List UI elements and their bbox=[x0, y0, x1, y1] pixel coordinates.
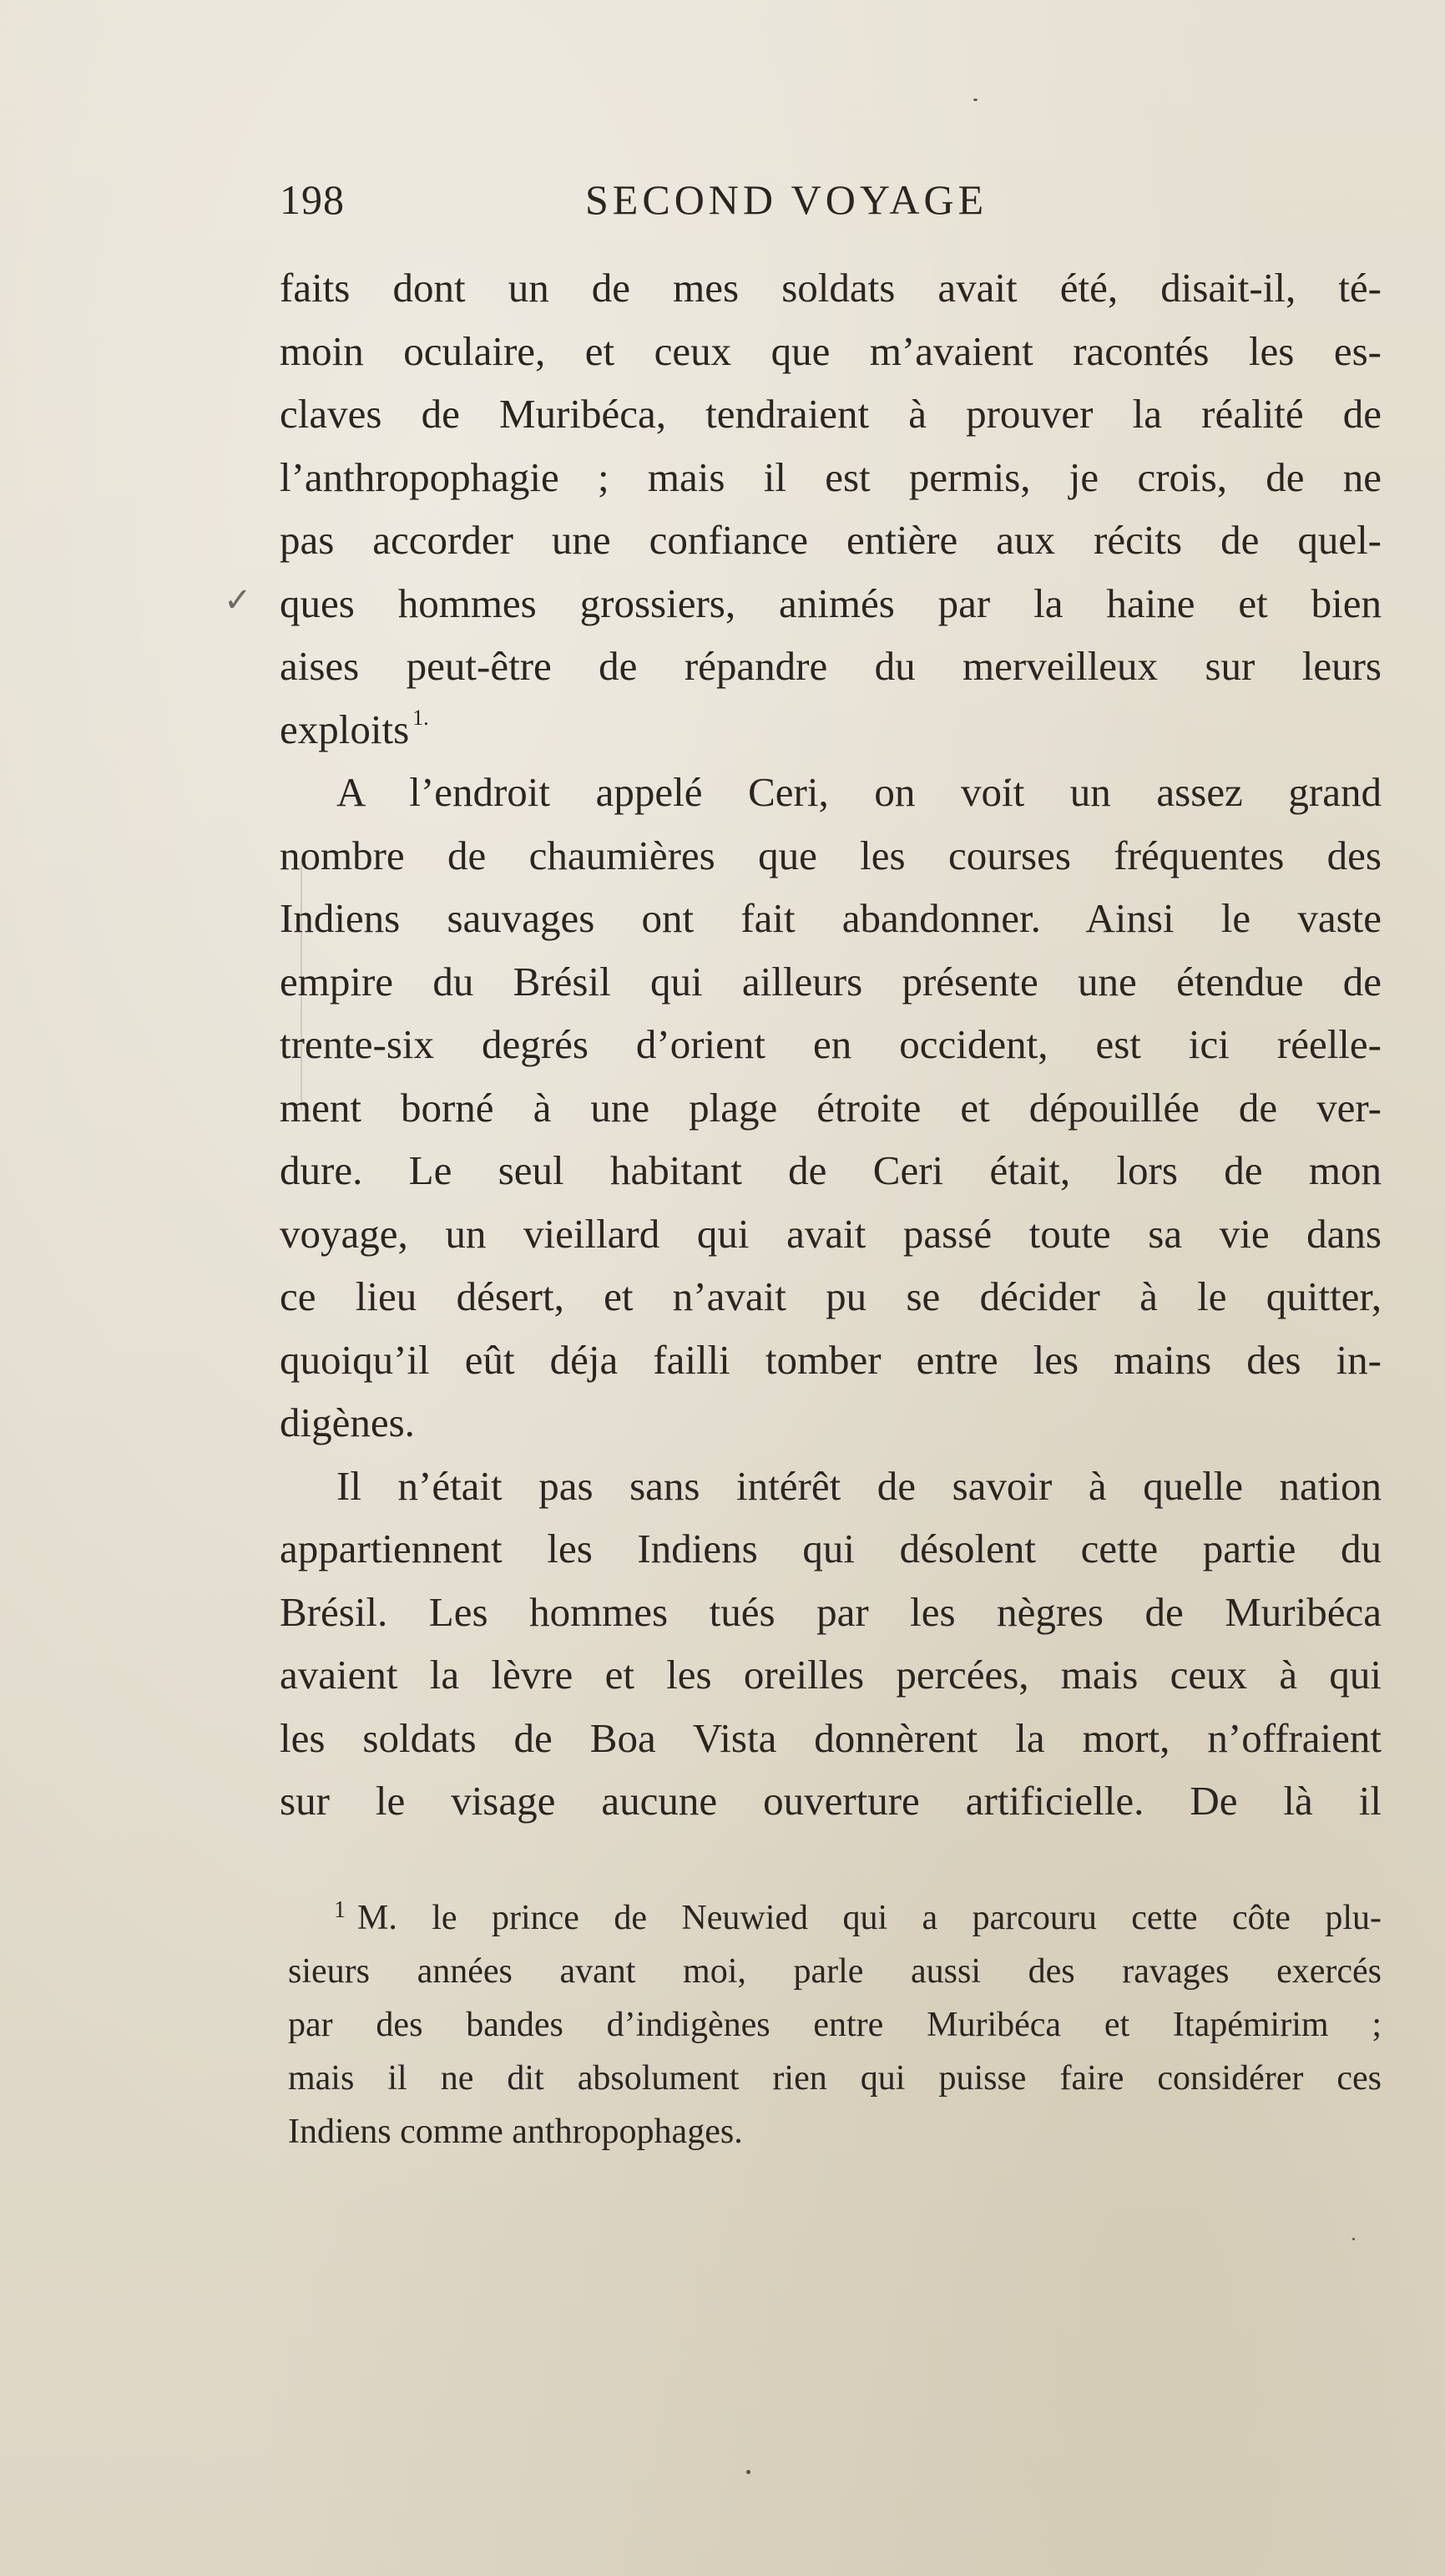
text-line: empire du Brésil qui ailleurs présente une étendue de bbox=[280, 958, 1382, 1005]
text-line: faits dont un de mes soldats avait été, disait-il, té- bbox=[280, 265, 1382, 311]
pencil-tick-mark: ✓ bbox=[224, 581, 252, 620]
footnote-text: M. le prince de Neuwied qui a parcouru cette côte plu- bbox=[357, 1899, 1382, 1937]
paragraph-start: A l’endroit appelé Ceri, on voit un assez grand bbox=[336, 769, 1382, 815]
text-line: nombre de chaumières que les courses fréquentes des bbox=[280, 832, 1382, 878]
text-fragment: exploits bbox=[280, 706, 410, 752]
text-line: Indiens sauvages ont fait abandonner. Ainsi le vaste bbox=[280, 895, 1382, 941]
page-number: 198 bbox=[280, 176, 345, 223]
text-line: ment borné à une plage étroite et dépouillée de ver- bbox=[280, 1084, 1382, 1131]
text-line: l’anthropophagie ; mais il est permis, je crois, de ne bbox=[280, 453, 1382, 500]
footnote-line: par des bandes d’indigènes entre Muribéca et Itapémirim ; bbox=[288, 2006, 1382, 2044]
footnote-marker: 1 bbox=[334, 1897, 346, 1923]
footnote-line bbox=[288, 1891, 1382, 1945]
text-line: quoiqu’il eût déja failli tomber entre les mains des in- bbox=[280, 1336, 1382, 1383]
text-line: aises peut-être de répandre du merveilleux sur leurs bbox=[280, 643, 1382, 689]
text-line: pas accorder une confiance entière aux récits de quel- bbox=[280, 517, 1382, 563]
text-line: avaient la lèvre et les oreilles percées, mais ceux à qui bbox=[280, 1652, 1382, 1698]
body-text bbox=[280, 256, 1382, 1833]
footnote-line-last: Indiens comme anthropophages. bbox=[288, 2113, 743, 2151]
footnote bbox=[288, 1891, 1382, 2158]
text-line: les soldats de Boa Vista donnèrent la mort, n’offraient bbox=[280, 1714, 1382, 1761]
text-line: sur le visage aucune ouverture artificielle. De là il bbox=[280, 1778, 1382, 1824]
paragraph-start: Il n’était pas sans intérêt de savoir à quelle nation bbox=[336, 1462, 1382, 1509]
text-line-last: digènes. bbox=[280, 1399, 415, 1445]
text-line: ce lieu désert, et n’avait pu se décider à le quitter, bbox=[280, 1273, 1382, 1319]
running-title: SECOND VOYAGE bbox=[585, 176, 988, 223]
text-line: trente-six degrés d’orient en occident, est ici réelle- bbox=[280, 1021, 1382, 1067]
text-line: claves de Muribéca, tendraient à prouver la réalité de bbox=[280, 391, 1382, 437]
paper-speck bbox=[746, 2470, 750, 2474]
text-line: appartiennent les Indiens qui désolent cette partie du bbox=[280, 1526, 1382, 1571]
text-line: Brésil. Les hommes tués par les nègres de Muribéca bbox=[280, 1588, 1382, 1635]
footnote-line: mais il ne dit absolument rien qui puisse faire considérer ces bbox=[288, 2059, 1382, 2098]
text-line: moin oculaire, et ceux que m’avaient racontés les es- bbox=[280, 327, 1382, 374]
footnote-line: sieurs années avant moi, parle aussi des ravages exercés bbox=[288, 1952, 1382, 1991]
footnote-reference: 1. bbox=[412, 705, 429, 730]
running-head bbox=[280, 175, 1089, 245]
text-line: voyage, un vieillard qui avait passé toute sa vie dans bbox=[280, 1210, 1382, 1257]
text-line: ques hommes grossiers, animés par la haine et bien bbox=[280, 579, 1382, 626]
text-line: dure. Le seul habitant de Ceri était, lors de mon bbox=[280, 1147, 1382, 1193]
paper-speck bbox=[1352, 2238, 1355, 2240]
paper-speck bbox=[973, 99, 978, 101]
text-line-last bbox=[280, 698, 1382, 762]
